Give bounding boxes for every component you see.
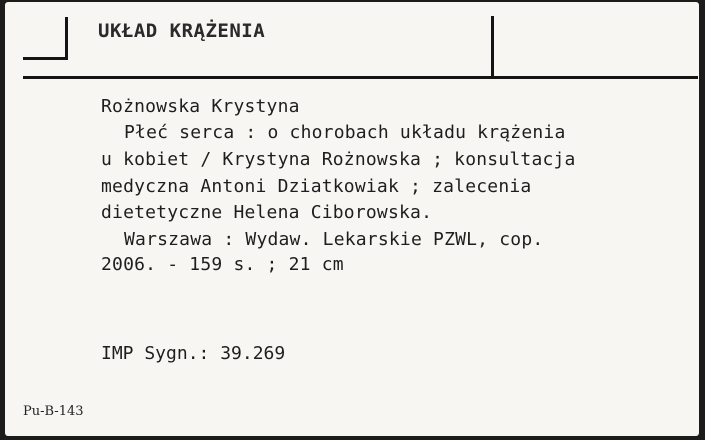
title-line-1: Płeć serca : o chorobach układu krążenia <box>124 122 566 143</box>
imprint-line-1: Warszawa : Wydaw. Lekarskie PZWL, cop. <box>124 229 544 250</box>
catalog-code: Pu-B-143 <box>23 404 84 419</box>
title-line-3: medyczna Antoni Dziatkowiak ; zalecenia <box>101 176 532 197</box>
call-number: IMP Sygn.: 39.269 <box>101 343 286 364</box>
corner-mark-horizontal <box>23 57 68 60</box>
author-heading: Rożnowska Krystyna <box>101 96 300 117</box>
subject-heading: UKŁAD KRĄŻENIA <box>98 20 266 42</box>
heading-divider-vertical <box>491 16 494 78</box>
title-line-4: dietetyczne Helena Ciborowska. <box>101 202 433 223</box>
title-line-2: u kobiet / Krystyna Rożnowska ; konsultacja <box>101 149 576 170</box>
heading-underline-rule <box>23 76 698 79</box>
imprint-line-2: 2006. - 159 s. ; 21 cm <box>101 254 344 275</box>
corner-mark-vertical <box>65 17 68 59</box>
card-paper <box>5 2 699 436</box>
